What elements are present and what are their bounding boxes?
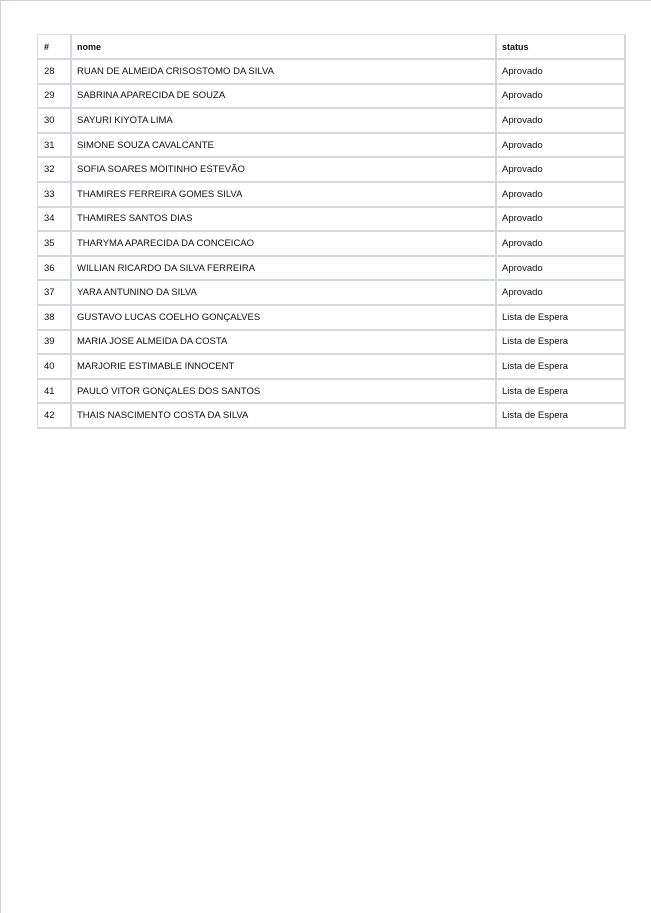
cell-name: GUSTAVO LUCAS COELHO GONÇALVES	[72, 306, 497, 331]
cell-num: 36	[38, 257, 72, 282]
table-row	[38, 85, 626, 110]
cell-status: Aprovado	[497, 208, 626, 233]
cell-num: 32	[38, 158, 72, 183]
cell-name: RUAN DE ALMEIDA CRISOSTOMO DA SILVA	[72, 60, 497, 85]
table-row	[38, 306, 626, 331]
cell-num: 31	[38, 134, 72, 159]
cell-name: SABRINA APARECIDA DE SOUZA	[72, 85, 497, 110]
table-row	[38, 158, 626, 183]
cell-status: Aprovado	[497, 281, 626, 306]
cell-num: 41	[38, 380, 72, 405]
table-header	[38, 35, 626, 60]
header-num: #	[38, 35, 72, 60]
table-row	[38, 60, 626, 85]
cell-num: 38	[38, 306, 72, 331]
cell-status: Aprovado	[497, 134, 626, 159]
cell-name: THAMIRES SANTOS DIAS	[72, 208, 497, 233]
cell-status: Aprovado	[497, 257, 626, 282]
cell-num: 39	[38, 331, 72, 356]
table-row	[38, 355, 626, 380]
table-row	[38, 134, 626, 159]
cell-name: WILLIAN RICARDO DA SILVA FERREIRA	[72, 257, 497, 282]
cell-name: THARYMA APARECIDA DA CONCEICAO	[72, 232, 497, 257]
table-row	[38, 208, 626, 233]
cell-num: 35	[38, 232, 72, 257]
cell-name: YARA ANTUNINO DA SILVA	[72, 281, 497, 306]
cell-status: Lista de Espera	[497, 306, 626, 331]
cell-num: 37	[38, 281, 72, 306]
cell-name: PAULO VITOR GONÇALES DOS SANTOS	[72, 380, 497, 405]
table-row	[38, 109, 626, 134]
cell-num: 42	[38, 404, 72, 429]
table-row	[38, 331, 626, 356]
cell-status: Aprovado	[497, 60, 626, 85]
cell-status: Lista de Espera	[497, 331, 626, 356]
table-row	[38, 257, 626, 282]
header-row	[38, 35, 626, 60]
header-name: nome	[72, 35, 497, 60]
table-row	[38, 281, 626, 306]
cell-status: Aprovado	[497, 85, 626, 110]
cell-name: SIMONE SOUZA CAVALCANTE	[72, 134, 497, 159]
cell-status: Aprovado	[497, 158, 626, 183]
cell-name: THAMIRES FERREIRA GOMES SILVA	[72, 183, 497, 208]
cell-status: Aprovado	[497, 109, 626, 134]
results-table	[37, 34, 626, 429]
cell-name: MARIA JOSE ALMEIDA DA COSTA	[72, 331, 497, 356]
table-row	[38, 380, 626, 405]
cell-status: Aprovado	[497, 183, 626, 208]
table-body	[38, 60, 626, 429]
cell-num: 30	[38, 109, 72, 134]
cell-name: SOFIA SOARES MOITINHO ESTEVÃO	[72, 158, 497, 183]
cell-status: Lista de Espera	[497, 404, 626, 429]
table-row	[38, 183, 626, 208]
cell-num: 33	[38, 183, 72, 208]
cell-name: THAIS NASCIMENTO COSTA DA SILVA	[72, 404, 497, 429]
results-table-container	[37, 34, 625, 429]
header-status: status	[497, 35, 626, 60]
cell-num: 40	[38, 355, 72, 380]
table-row	[38, 404, 626, 429]
cell-name: SAYURI KIYOTA LIMA	[72, 109, 497, 134]
cell-num: 28	[38, 60, 72, 85]
cell-status: Lista de Espera	[497, 380, 626, 405]
cell-status: Aprovado	[497, 232, 626, 257]
cell-status: Lista de Espera	[497, 355, 626, 380]
table-row	[38, 232, 626, 257]
cell-name: MARJORIE ESTIMABLE INNOCENT	[72, 355, 497, 380]
cell-num: 34	[38, 208, 72, 233]
cell-num: 29	[38, 85, 72, 110]
